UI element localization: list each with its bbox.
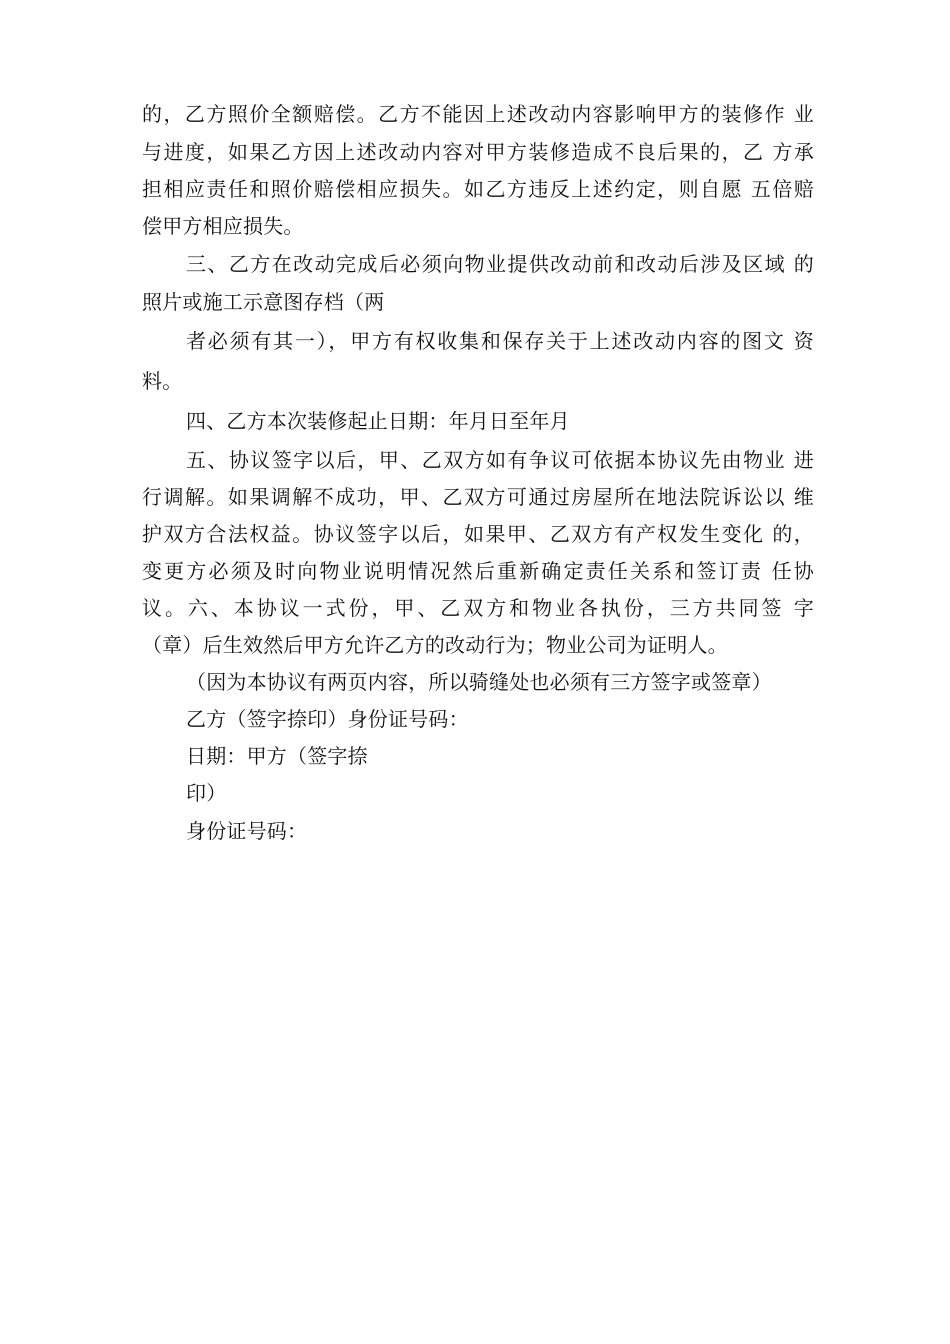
body-line: 护双方合法权益。协议签字以后，如果甲、乙双方有产权发生变化 的，: [142, 522, 814, 546]
body-line: 者必须有其一），甲方有权收集和保存关于上述改动内容的图文 资: [186, 329, 814, 353]
body-line: 变更方必须及时向物业说明情况然后重新确定责任关系和签订责 任协: [142, 559, 814, 583]
id-number-line: 身份证号码：: [186, 819, 308, 843]
clause-five-line: 五、协议签字以后，甲、乙双方如有争议可依据本协议先由物业 进: [186, 448, 814, 472]
party-b-signature-line: 乙方（签字捺印）身份证号码：: [186, 707, 469, 731]
body-line: （章）后生效然后甲方允许乙方的改动行为；物业公司为证明人。: [142, 633, 728, 657]
clause-three-line: 三、乙方在改动完成后必须向物业提供改动前和改动后涉及区域 的: [186, 252, 814, 276]
body-line: 与进度，如果乙方因上述改动内容对甲方装修造成不良后果的，乙 方承: [142, 140, 814, 164]
date-party-a-line: 日期：甲方（签字捺: [186, 744, 368, 768]
note-line: （因为本协议有两页内容，所以骑缝处也必须有三方签字或签章）: [186, 670, 772, 694]
body-line: 的，乙方照价全额赔偿。乙方不能因上述改动内容影响甲方的装修作 业: [142, 102, 814, 126]
body-line: 行调解。如果调解不成功，甲、乙双方可通过房屋所在地法院诉讼以 维: [142, 485, 814, 509]
body-line: 议。六、本协议一式份，甲、乙双方和物业各执份，三方共同签 字: [142, 596, 814, 620]
body-line: 照片或施工示意图存档（两: [142, 290, 385, 314]
clause-four-line: 四、乙方本次装修起止日期：年月日至年月: [186, 409, 570, 433]
party-a-seal-line: 印）: [186, 781, 227, 805]
body-line: 担相应责任和照价赔偿相应损失。如乙方违反上述约定，则自愿 五倍赔: [142, 177, 814, 201]
body-line: 料。: [142, 369, 183, 393]
body-line: 偿甲方相应损失。: [142, 214, 304, 238]
